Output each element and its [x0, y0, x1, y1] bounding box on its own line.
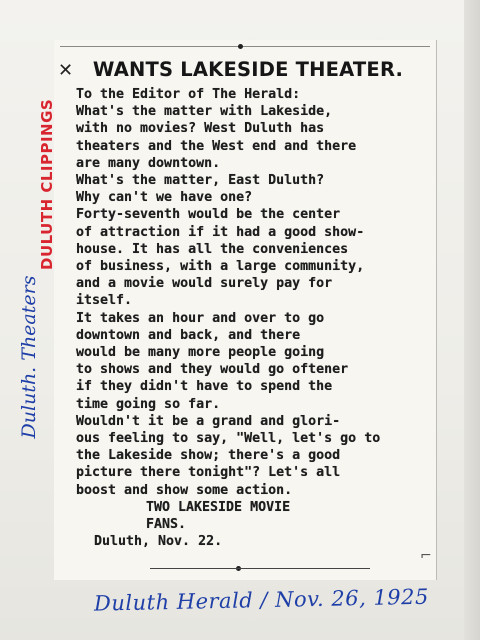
side-note-text: Duluth. Theaters: [18, 275, 40, 439]
clipping-top-rule: [60, 46, 430, 47]
letter-line: theaters and the West end and there: [76, 138, 357, 154]
signature-line: FANS.: [146, 517, 187, 533]
letter-line: picture there tonight"? Let's all: [76, 465, 341, 481]
letter-line: It takes an hour and over to go: [76, 310, 325, 326]
letter-line: itself.: [76, 293, 133, 309]
margin-x-mark: ✕: [58, 60, 74, 81]
letter-line: would be many more people going: [76, 345, 325, 361]
handwritten-side-note: [6, 260, 46, 460]
letter-line: if they didn't have to spend the: [76, 379, 333, 395]
stamp-text: DULUTH CLIPPINGS: [38, 98, 56, 270]
letter-line: of attraction if it had a good show-: [76, 224, 365, 240]
letter-line: Forty-seventh would be the center: [76, 207, 341, 223]
letter-body: [76, 86, 428, 550]
top-rule-ornament: [238, 44, 243, 49]
letter-line: boost and show some action.: [76, 482, 293, 498]
letter-line: with no movies? West Duluth has: [76, 121, 325, 137]
letter-line: downtown and back, and there: [76, 327, 301, 343]
letter-line: Why can't we have one?: [76, 190, 253, 206]
clipping-headline: WANTS LAKESIDE THEATER.: [92, 58, 404, 81]
letter-line: the Lakeside show; there's a good: [76, 448, 341, 464]
letter-line: To the Editor of The Herald:: [76, 87, 301, 102]
clipping-bottom-rule: [150, 568, 370, 569]
handwritten-source-note: Duluth Herald / Nov. 26, 1925: [93, 584, 430, 616]
letter-line: ous feeling to say, "Well, let's go to: [76, 431, 381, 447]
letter-line: of business, with a large community,: [76, 259, 365, 275]
letter-line: house. It has all the conveniences: [76, 241, 349, 257]
letter-line: Wouldn't it be a grand and glori-: [76, 413, 341, 429]
sheet-edge: [464, 0, 480, 640]
letter-line: are many downtown.: [76, 155, 221, 171]
duluth-clippings-stamp: [34, 96, 54, 276]
signature-line: TWO LAKESIDE MOVIE: [146, 499, 291, 515]
letter-line: and a movie would surely pay for: [76, 276, 333, 292]
letter-line: time going so far.: [76, 396, 221, 412]
letter-line: What's the matter with Lakeside,: [76, 104, 333, 120]
letter-line: What's the matter, East Duluth?: [76, 173, 325, 189]
dateline: Duluth, Nov. 22.: [94, 534, 223, 550]
letter-line: to shows and they would go oftener: [76, 362, 349, 378]
margin-tick-mark: ⌐: [420, 548, 432, 564]
